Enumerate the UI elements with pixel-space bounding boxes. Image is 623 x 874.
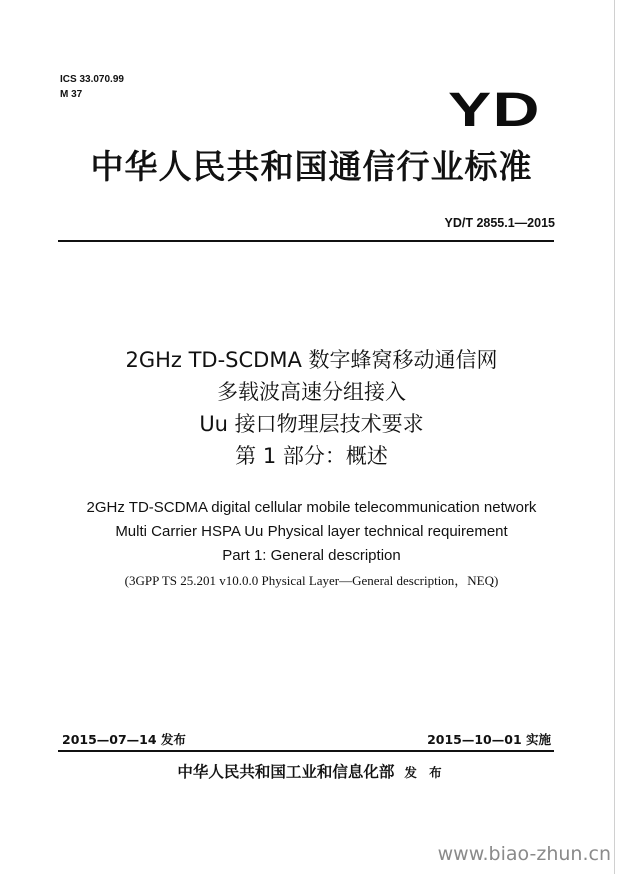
classification-codes	[60, 72, 124, 102]
chinese-title-line-1: 2GHz TD-SCDMA 数字蜂窝移动通信网	[125, 348, 498, 372]
watermark: www.biao-zhun.cn	[437, 843, 611, 865]
chinese-title-line-2: 多载波高速分组接入	[217, 380, 406, 404]
english-title-line-3: Part 1: General description	[222, 547, 401, 564]
ics-code: ICS 33.070.99	[60, 74, 124, 85]
chinese-title	[0, 344, 623, 472]
publisher	[0, 760, 623, 782]
publisher-name: 中华人民共和国工业和信息化部	[177, 763, 395, 781]
standard-number: YD/T 2855.1—2015	[444, 216, 555, 230]
yd-logo: YD	[448, 84, 541, 137]
ccs-code: M 37	[60, 89, 83, 100]
chinese-title-line-4: 第 1 部分：概述	[235, 444, 388, 468]
english-title	[0, 496, 623, 568]
chinese-title-line-3: Uu 接口物理层技术要求	[199, 412, 424, 436]
english-title-line-1: 2GHz TD-SCDMA digital cellular mobile telecommunication network	[86, 499, 537, 516]
implementation-date: 2015—10—01 实施	[427, 732, 551, 747]
publisher-suffix: 发 布	[404, 765, 446, 780]
issue-date: 2015—07—14 发布	[62, 732, 186, 747]
english-title-line-2: Multi Carrier HSPA Uu Physical layer technical requirement	[115, 523, 508, 540]
bottom-rule	[58, 750, 554, 752]
reference-standard: (3GPP TS 25.201 v10.0.0 Physical Layer—General description，NEQ)	[124, 573, 499, 588]
standard-title: 中华人民共和国通信行业标准	[90, 147, 533, 186]
top-rule	[58, 240, 554, 242]
